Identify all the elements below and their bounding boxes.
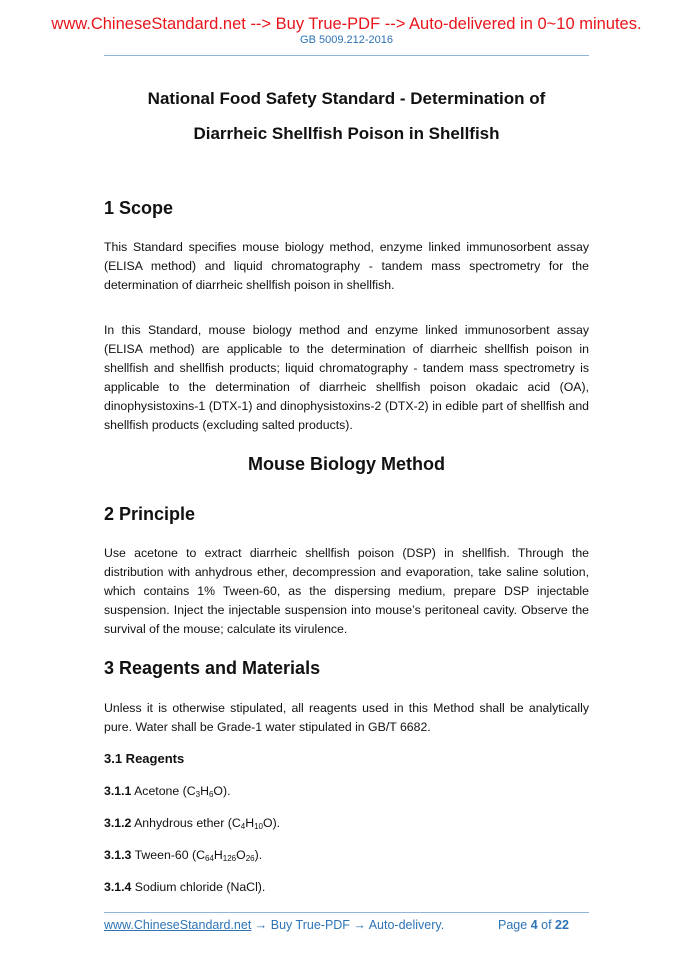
reagent-item-number: 3.1.2 [104, 816, 132, 830]
standard-code: GB 5009.212-2016 [300, 34, 393, 46]
reagent-item: 3.1.1 Acetone $(C_3H_6O)$. [104, 784, 231, 799]
document-title-line-2: Diarrheic Shellfish Poison in Shellfish [193, 124, 500, 143]
section-heading-scope: 1 Scope [104, 198, 174, 218]
document-title-line-1: National Food Safety Standard - Determination of [147, 89, 546, 108]
reagent-item: 3.1.4 Sodium chloride (NaCl). [104, 880, 266, 894]
footer-site-link[interactable]: www.ChineseStandard.net [104, 918, 252, 932]
subsection-heading-reagents: 3.1 Reagents [104, 751, 185, 766]
promo-banner[interactable]: www.ChineseStandard.net --> Buy True-PDF --> Auto-delivered in 0~10 minutes. [51, 15, 642, 33]
header-divider [104, 55, 589, 56]
reagents-paragraph: Unless it is otherwise stipulated, all reagents used in this Method shall be analytically pure. Water shall be Grade-1 water stipulated in GB/T 6682. [104, 701, 589, 734]
reagent-item: 3.1.3 Tween-60 $(C_{64}H_{126}O_{26})$. [104, 848, 263, 863]
current-page-number: 4 [530, 918, 538, 932]
footer-divider [104, 912, 589, 913]
reagent-item-number: 3.1.1 [104, 784, 132, 798]
section-heading-reagents: 3 Reagents and Materials [104, 658, 321, 678]
total-page-count: 22 [555, 918, 569, 932]
method-heading: Mouse Biology Method [248, 454, 445, 474]
scope-paragraph-2: In this Standard, mouse biology method and enzyme linked immunosorbent assay (ELISA method) are applicable to the determination of diarrheic shellfish poison in shellfish and shellfish products; liquid chromatography - tandem mass spectrometry is applicable to the determination of diarrheic shellfish poison okadaic acid (OA), dinophysistoxins-1 (DTX-1) and dinophysistoxins-2 (DTX-2) in edible part of shellfish and shellfish products (excluding salted products). [104, 323, 589, 432]
footer-promo-text: → Buy True-PDF → Auto-delivery. [251, 918, 445, 932]
principle-paragraph: Use acetone to extract diarrheic shellfish poison (DSP) in shellfish. Through the distribution with anhydrous ether, decompression and evaporation, take saline solution, which contains 1% Tween-60, as the dispersing medium, prepare DSP injectable suspension. Inject the injectable suspension into mouse’s peritoneal cavity. Observe the survival of the mouse; calculate its virulence. [104, 546, 589, 636]
scope-paragraph-1: This Standard specifies mouse biology method, enzyme linked immunosorbent assay (ELISA method) and liquid chromatography - tandem mass spectrometry for the determination of diarrheic shellfish poison in shellfish. [104, 240, 589, 292]
footer-promo[interactable] [104, 917, 444, 933]
section-heading-principle: 2 Principle [104, 504, 196, 524]
page-indicator: Page 4 of 22 [498, 918, 569, 932]
reagent-item-number: 3.1.3 [104, 848, 132, 862]
reagent-item: 3.1.2 Anhydrous ether $(C_4H_{10}O)$. [104, 816, 281, 831]
reagent-item-number: 3.1.4 [104, 880, 132, 894]
